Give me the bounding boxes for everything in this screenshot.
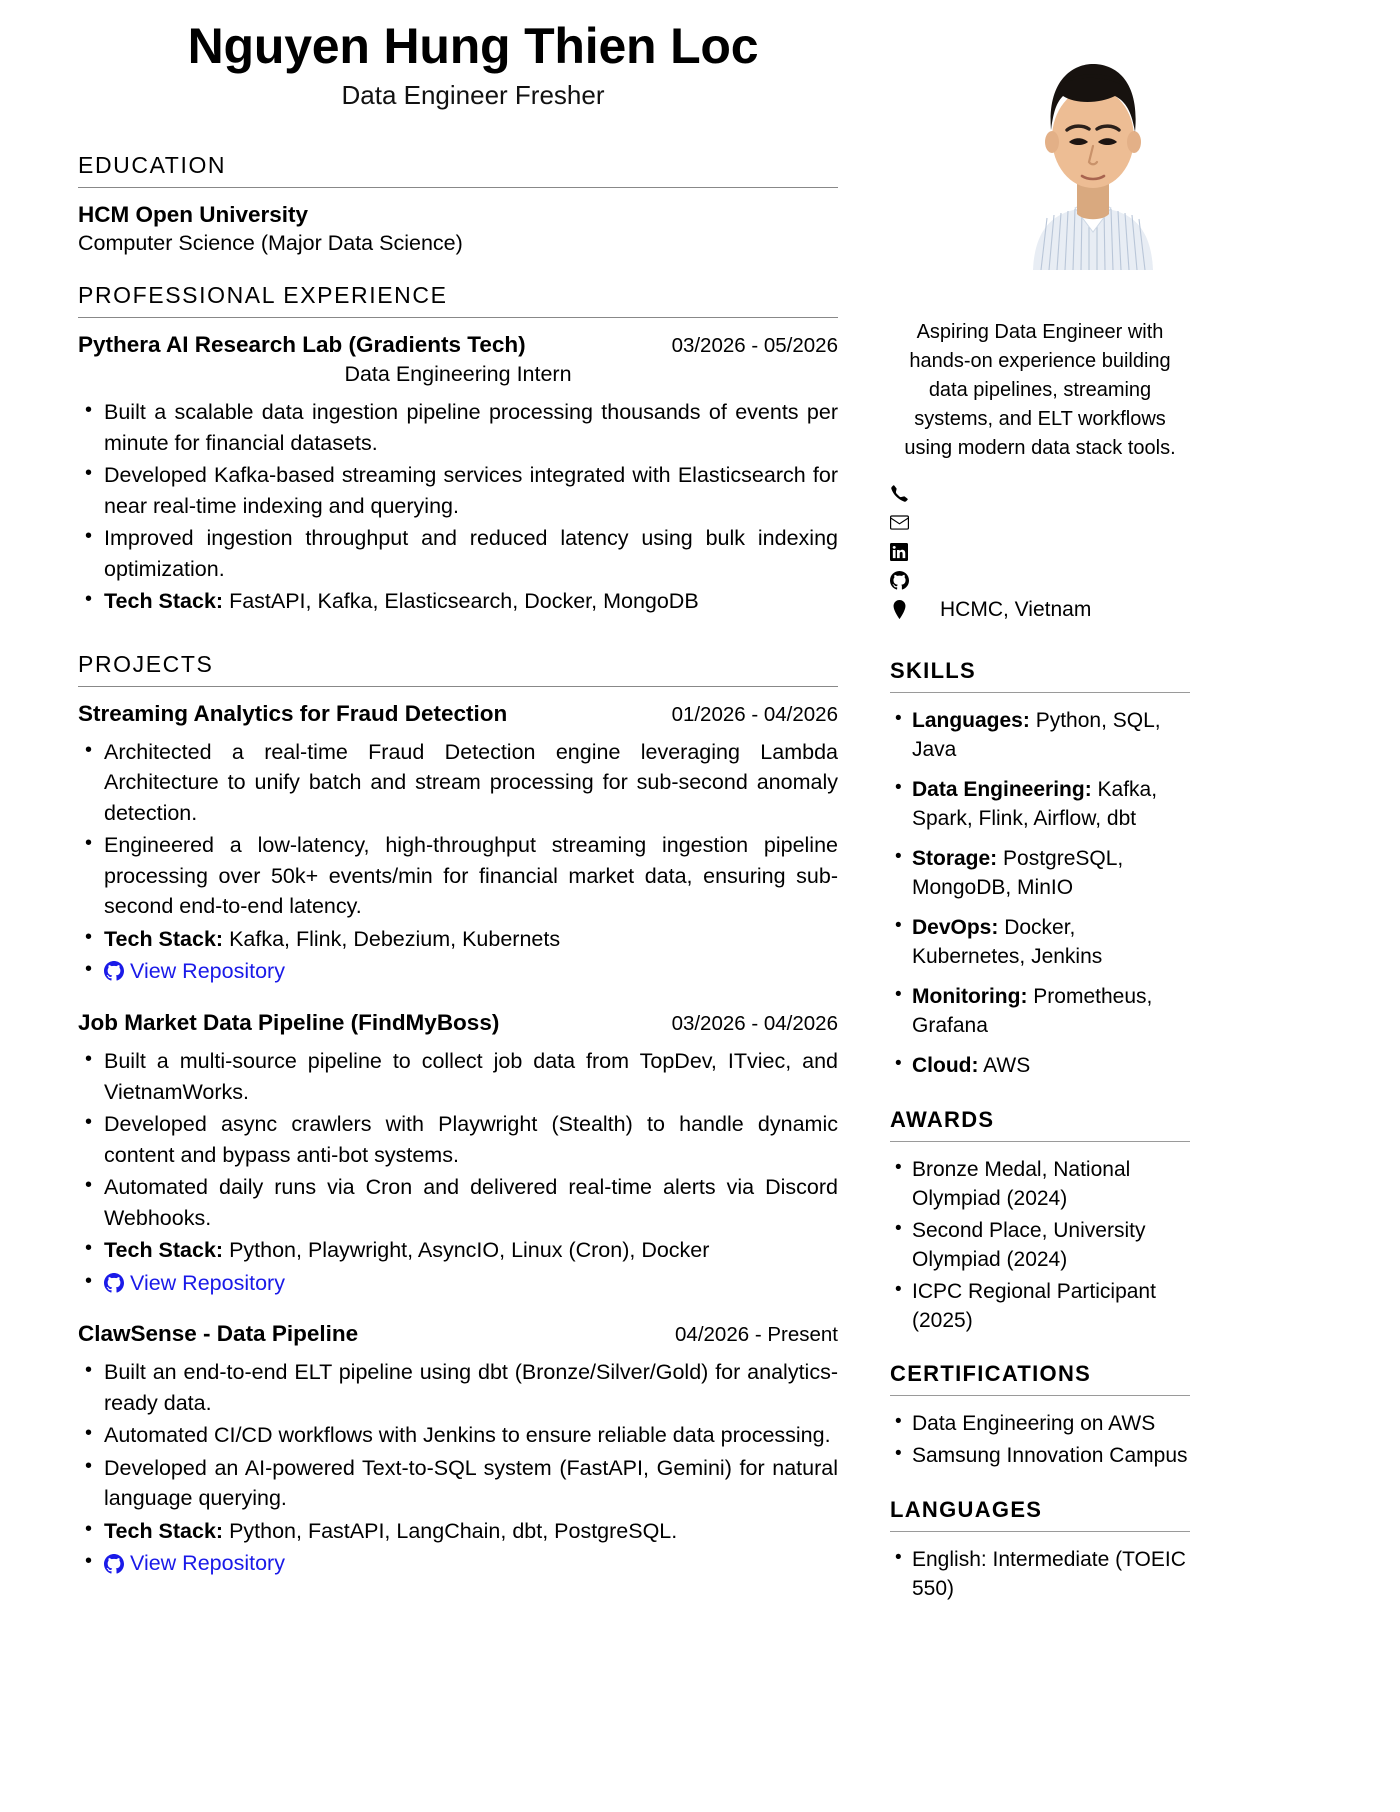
skill-label: Monitoring: (912, 984, 1028, 1008)
bullet-item-repo (78, 956, 838, 990)
bullet-item (78, 1453, 838, 1514)
view-repository-link[interactable] (104, 956, 285, 987)
location-icon (890, 600, 920, 619)
phone-icon (890, 484, 920, 503)
section-heading-awards: AWARDS (890, 1106, 995, 1132)
bullet-item-tech-stack (78, 1516, 838, 1547)
bullet-item (78, 1172, 838, 1233)
bullet-text: Built an end-to-end ELT pipeline using dbt (Bronze/Silver/Gold) for analytics-ready data. (104, 1360, 838, 1415)
bullet-item (78, 737, 838, 829)
bullet-text: Developed async crawlers with Playwright (Stealth) to handle dynamic content and bypass anti-bot systems. (104, 1112, 838, 1167)
section-projects (78, 651, 838, 1583)
project-bullet-list (78, 1046, 838, 1301)
project-date: 01/2026 - 04/2026 (671, 702, 838, 726)
languages-list (890, 1546, 1190, 1604)
award-text: Bronze Medal, National Olympiad (2024) (912, 1157, 1131, 1210)
project-entry (78, 1010, 838, 1301)
experience-bullet-list (78, 397, 838, 617)
bullet-text: Developed Kafka-based streaming services integrated with Elasticsearch for near real-time indexing and querying. (104, 463, 838, 518)
project-date: 03/2026 - 04/2026 (671, 1011, 838, 1035)
skill-item (890, 707, 1190, 765)
skills-list (890, 707, 1190, 1081)
section-divider (78, 187, 838, 188)
skill-value: Python, SQL, Java (912, 709, 1161, 761)
bullet-item-repo (78, 1268, 838, 1302)
section-divider (890, 1141, 1190, 1142)
section-divider (890, 1531, 1190, 1532)
project-title: Streaming Analytics for Fraud Detection (78, 700, 508, 726)
bullet-text: Automated CI/CD workflows with Jenkins to ensure reliable data processing. (104, 1423, 831, 1448)
certification-item (890, 1410, 1190, 1439)
skill-value: Docker, Kubernetes, Jenkins (912, 915, 1103, 968)
contact-location-value: HCMC, Vietnam (940, 597, 1092, 621)
bullet-item (78, 460, 838, 521)
skill-item (890, 776, 1190, 834)
skill-item (890, 983, 1190, 1041)
bullet-item-tech-stack (78, 586, 838, 617)
award-item (890, 1156, 1190, 1214)
experience-role: Data Engineering Intern (344, 362, 572, 386)
section-awards (890, 1107, 1190, 1336)
section-certifications (890, 1361, 1190, 1471)
section-experience (78, 282, 838, 617)
job-title-subtitle: Data Engineer Fresher (341, 80, 605, 110)
section-divider (78, 686, 838, 687)
skill-item (890, 1052, 1190, 1081)
bullet-item-repo (78, 1548, 838, 1582)
project-entry (78, 701, 838, 990)
education-institution: HCM Open University (78, 202, 309, 227)
project-date: 04/2026 - Present (675, 1323, 838, 1347)
bullet-text: Built a multi-source pipeline to collect job data from TopDev, ITviec, and VietnamWorks. (104, 1048, 838, 1104)
bullet-item (78, 830, 838, 922)
profile-summary: Aspiring Data Engineer with hands-on experience building data pipelines, streaming systems, and ELT workflows using modern data stack tools. (904, 321, 1176, 459)
bullet-item-tech-stack (78, 1235, 838, 1266)
avatar (1003, 18, 1183, 270)
certifications-list (890, 1410, 1190, 1471)
tech-stack-value: FastAPI, Kafka, Elasticsearch, Docker, MongoDB (223, 589, 699, 614)
skill-value: Kafka, Spark, Flink, Airflow, dbt (912, 777, 1158, 830)
section-divider (78, 317, 838, 318)
bullet-item (78, 1109, 838, 1170)
certification-text: Samsung Innovation Campus (912, 1444, 1188, 1468)
section-education (78, 152, 838, 256)
skill-value: AWS (978, 1053, 1031, 1077)
bullet-text: Built a scalable data ingestion pipeline processing thousands of events per minute for financial datasets. (104, 400, 838, 455)
bullet-text: Automated daily runs via Cron and delivered real-time alerts via Discord Webhooks. (104, 1175, 838, 1230)
experience-entry (78, 332, 838, 617)
certification-text: Data Engineering on AWS (912, 1412, 1156, 1436)
education-entry (78, 202, 838, 256)
sidebar-column (890, 318, 1190, 1630)
bullet-text: Engineered a low-latency, high-throughput streaming ingestion pipeline processing over 50k+ events/min for financial market data, ensuring sub-second end-to-end latency. (104, 833, 838, 919)
contact-linkedin[interactable] (890, 537, 1190, 566)
award-item (890, 1217, 1190, 1275)
project-title: Job Market Data Pipeline (FindMyBoss) (78, 1009, 500, 1035)
project-entry (78, 1321, 838, 1582)
award-text: Second Place, University Olympiad (2024) (912, 1218, 1146, 1271)
contact-github[interactable] (890, 566, 1190, 595)
contact-location (890, 595, 1190, 624)
profile-photo-illustration (1003, 18, 1183, 270)
github-icon (890, 571, 920, 590)
bullet-text: Improved ingestion throughput and reduced latency using bulk indexing optimization. (104, 526, 838, 581)
skill-label: DevOps: (912, 915, 999, 939)
bullet-item (78, 523, 838, 584)
view-repository-label: • View Repository (130, 1270, 285, 1295)
tech-stack-value: Python, Playwright, AsyncIO, Linux (Cron), Docker (223, 1238, 710, 1263)
contact-phone[interactable] (890, 479, 1190, 508)
section-skills (890, 658, 1190, 1081)
award-item (890, 1278, 1190, 1336)
tech-stack-label: Tech Stack: (104, 589, 224, 614)
bullet-item (78, 1420, 838, 1451)
skill-label: Storage: (912, 846, 998, 870)
view-repository-link[interactable] (104, 1268, 285, 1299)
contact-list (890, 479, 1190, 624)
github-icon (104, 1554, 124, 1574)
section-languages (890, 1497, 1190, 1604)
section-heading-projects: PROJECTS (78, 650, 214, 677)
skill-label: Languages: (912, 709, 1030, 732)
certification-item (890, 1442, 1190, 1471)
award-text: ICPC Regional Participant (2025) (912, 1279, 1156, 1332)
skill-item (890, 914, 1190, 972)
github-icon (104, 961, 124, 981)
tech-stack-label: Tech Stack: (104, 1238, 224, 1263)
skill-label: Cloud: (912, 1053, 979, 1077)
language-text: English: Intermediate (TOEIC 550) (912, 1548, 1186, 1601)
section-heading-certifications: CERTIFICATIONS (890, 1361, 1092, 1387)
education-degree: Computer Science (Major Data Science) (78, 231, 463, 255)
awards-list (890, 1156, 1190, 1336)
bullet-item (78, 397, 838, 458)
main-column (78, 152, 838, 1616)
contact-email[interactable] (890, 508, 1190, 537)
section-heading-education: EDUCATION (78, 152, 227, 178)
name-block (78, 18, 868, 111)
page-title: Nguyen Hung Thien Loc (187, 18, 759, 74)
bullet-item (78, 1046, 838, 1107)
project-title: ClawSense - Data Pipeline (78, 1321, 359, 1347)
skill-value: Prometheus, Grafana (912, 984, 1153, 1037)
skill-label: Data Engineering: (912, 777, 1092, 801)
project-bullet-list (78, 737, 838, 990)
view-repository-label: • View Repository (130, 1551, 285, 1576)
bullet-text: Developed an AI-powered Text-to-SQL system (FastAPI, Gemini) for natural language querying. (104, 1455, 838, 1511)
view-repository-label: • View Repository (130, 959, 285, 984)
bullet-item-tech-stack (78, 924, 838, 955)
tech-stack-label: Tech Stack: (104, 926, 224, 951)
linkedin-icon (890, 543, 920, 561)
github-icon (104, 1273, 124, 1293)
bullet-item (78, 1357, 838, 1418)
email-icon (890, 513, 920, 532)
tech-stack-value: Kafka, Flink, Debezium, Kubernets (223, 926, 561, 951)
language-item (890, 1546, 1190, 1604)
section-heading-skills: SKILLS (890, 658, 977, 683)
bullet-text: Architected a real-time Fraud Detection engine leveraging Lambda Architecture to unify batch and stream processing for sub-second anomaly detection. (104, 739, 838, 825)
view-repository-link[interactable] (104, 1548, 285, 1579)
section-heading-experience: PROFESSIONAL EXPERIENCE (78, 282, 448, 308)
section-heading-languages: LANGUAGES (890, 1497, 1043, 1523)
experience-company: Pythera AI Research Lab (Gradients Tech) (78, 332, 526, 357)
skill-value: PostgreSQL, MongoDB, MinIO (912, 846, 1124, 899)
experience-date: 03/2026 - 05/2026 (671, 334, 838, 357)
project-bullet-list (78, 1357, 838, 1582)
skill-item (890, 845, 1190, 903)
tech-stack-label: Tech Stack: (104, 1518, 224, 1543)
section-divider (890, 1395, 1190, 1396)
tech-stack-value: Python, FastAPI, LangChain, dbt, PostgreSQL. (223, 1518, 678, 1543)
section-divider (890, 692, 1190, 693)
